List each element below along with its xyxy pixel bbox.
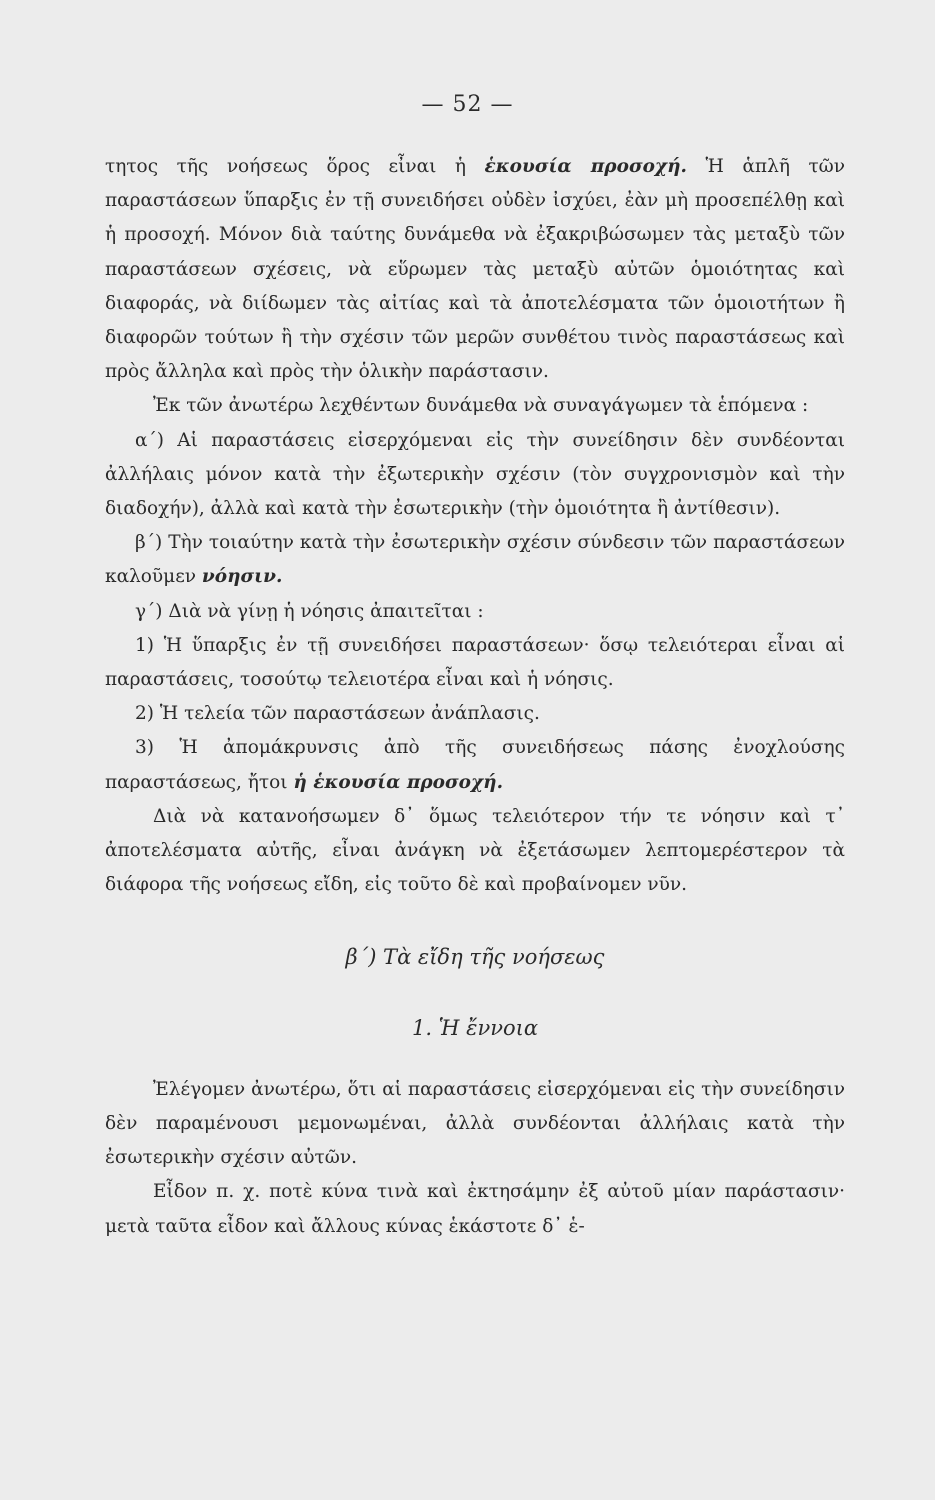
subsection-heading: 1. Ἡ ἔννοια — [411, 1015, 539, 1040]
emphasis-noesis: νόησιν. — [201, 566, 283, 588]
paragraph-conclusions-intro: Ἐκ τῶν ἀνωτέρω λεχθέντων δυνάμεθα νὰ συναγάγωμεν τὰ ἑπόμενα : — [153, 395, 809, 417]
list-item-2: 2) Ἡ τελεία τῶν παραστάσεων ἀνάπλασις. — [135, 703, 540, 725]
text-run: Ἡ ἁπλῆ τῶν παραστάσεων ὕπαρξις ἐν τῇ συνειδήσει οὐδὲν ἰσχύει, ἐὰν μὴ προσεπέλθῃ καὶ ἡ προσοχή. Μόνον διὰ ταύτης δυνάμεθα νὰ ἐξακριβώσωμεν τὰς μεταξὺ τῶν παραστάσεων σχέσεις, νὰ εὕρωμεν τὰς μεταξὺ αὐτῶν ὁμοιότητας καὶ διαφοράς, νὰ διίδωμεν τὰς αἰτίας καὶ τὰ ἀποτελέσματα τῶν ὁμοιοτήτων ἢ διαφορῶν τούτων ἢ τὴν σχέσιν τῶν μερῶν συνθέτου τινὸς παραστάσεως καὶ πρὸς ἄλληλα καὶ πρὸς τὴν ὁλικὴν παράστασιν. — [105, 156, 846, 383]
paragraph-dog-example: Εἶδον π. χ. ποτὲ κύνα τινὰ καὶ ἐκτησάμην ἐξ αὐτοῦ μίαν παράστασιν· μετὰ ταῦτα εἶδον καὶ ἄλλους κύνας ἑκάστοτε δ᾽ ἑ- — [105, 1181, 845, 1237]
text-run: 3) Ἡ ἀπομάκρυνσις ἀπὸ τῆς συνειδήσεως πάσης ἐνοχλούσης παραστάσεως, ἤτοι — [105, 737, 845, 793]
text-run: τητος τῆς νοήσεως ὅρος εἶναι ἡ — [105, 156, 485, 177]
paragraph-transition: Διὰ νὰ κατανοήσωμεν δ᾽ ὅμως τελειότερον τήν τε νόησιν καὶ τ᾽ ἀποτελέσματα αὐτῆς, εἶναι ἀνάγκη νὰ ἐξετάσωμεν λεπτομερέστερον τὰ διάφορα τῆς νοήσεως εἴδη, εἰς τοῦτο δὲ καὶ προβαίνομεν νῦν. — [105, 805, 845, 896]
body-text — [105, 150, 845, 1244]
text-run: β΄) Τὴν τοιαύτην κατὰ τὴν ἐσωτερικὴν σχέσιν σύνδεσιν τῶν παραστάσεων καλοῦμεν — [105, 532, 845, 588]
paragraph-continued — [105, 150, 845, 389]
emphasis-voluntary-attention-2: ἡ ἑκουσία προσοχή. — [293, 771, 504, 793]
list-item-1: 1) Ἡ ὕπαρξις ἐν τῇ συνειδήσει παραστάσεων· ὅσῳ τελειότεραι εἶναι αἱ παραστάσεις, τοσούτῳ τελειοτέρα εἶναι καὶ ἡ νόησις. — [105, 634, 845, 691]
paragraph-concept-intro: Ἐλέγομεν ἀνωτέρω, ὅτι αἱ παραστάσεις εἰσερχόμεναι εἰς τὴν συνείδησιν δὲν παραμένουσι μεμονωμέναι, ἀλλὰ συνδέονται ἀλλήλαις κατὰ τὴν ἐσωτερικὴν σχέσιν αὐτῶν. — [105, 1078, 845, 1169]
section-heading: β΄) Τὰ εἴδη τῆς νοήσεως — [345, 945, 605, 970]
list-item-3 — [105, 731, 845, 799]
list-item-alpha: α΄) Αἱ παραστάσεις εἰσερχόμεναι εἰς τὴν συνείδησιν δὲν συνδέονται ἀλλήλαις μόνον κατὰ τὴν ἐξωτερικὴν σχέσιν (τὸν συγχρονισμὸν καὶ τὴν διαδοχήν), ἀλλὰ καὶ κατὰ τὴν ἐσωτερικὴν (τὴν ὁμοιότητα ἢ ἀντίθεσιν). — [105, 429, 845, 520]
emphasis-voluntary-attention: ἑκουσία προσοχή. — [484, 156, 687, 177]
page-number: — 52 — — [421, 92, 514, 117]
list-item-beta — [105, 526, 845, 594]
list-item-gamma: γ΄) Διὰ νὰ γίνῃ ἡ νόησις ἀπαιτεῖται : — [135, 600, 484, 622]
